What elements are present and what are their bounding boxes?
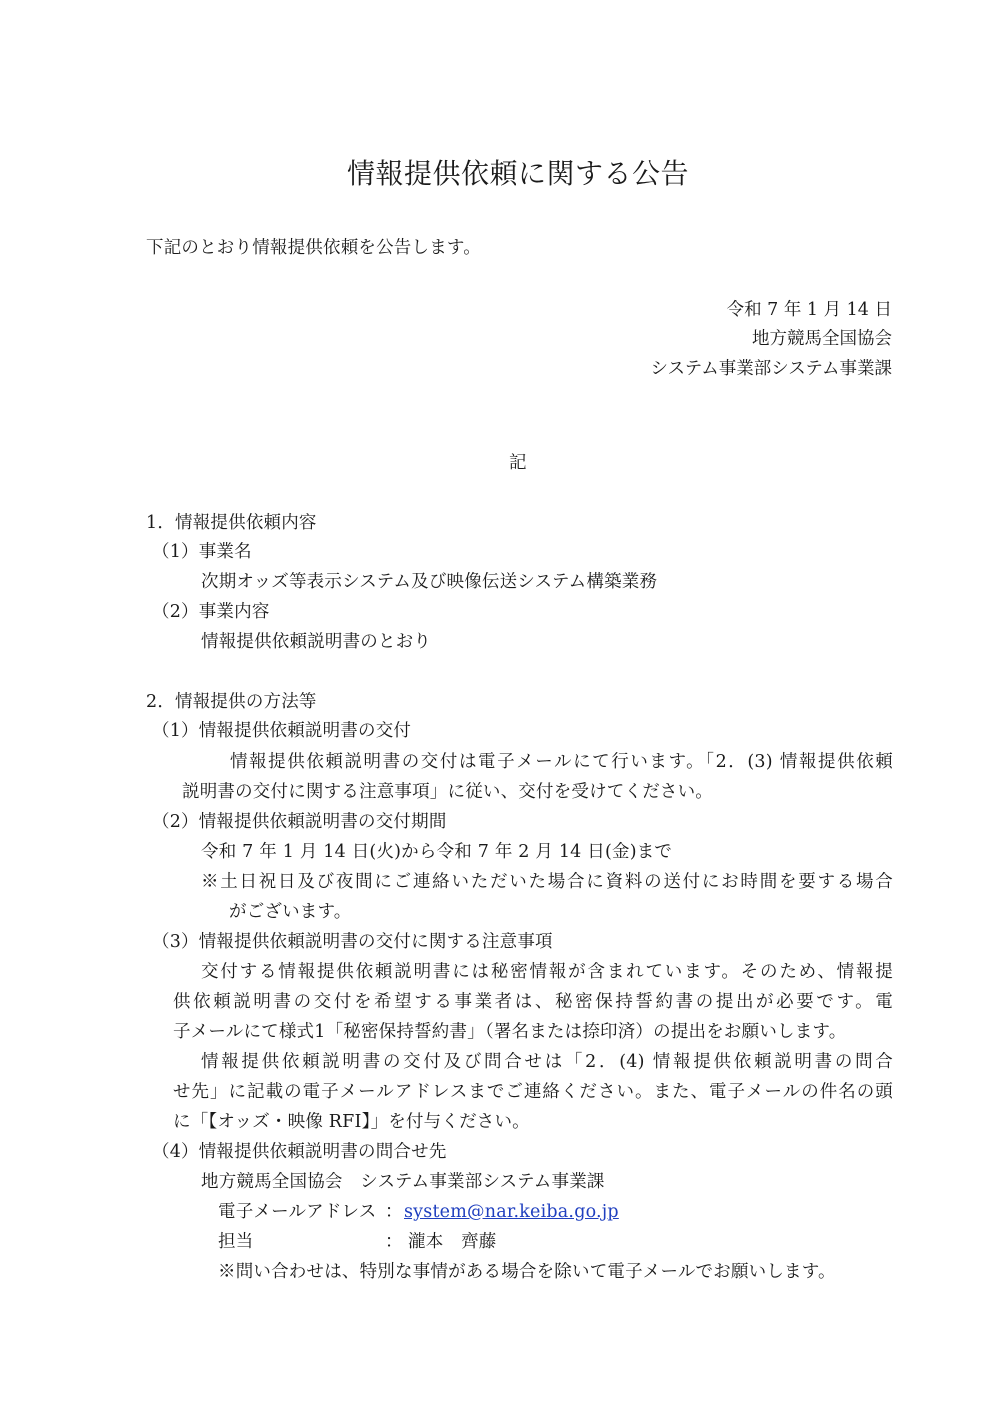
section1-item1-label: （1）事業名 (152, 542, 252, 562)
document-title: 情報提供依頼に関する公告 (346, 157, 689, 190)
issue-date: 令和 7 年 1 月 14 日 (726, 300, 892, 320)
confidentiality-text-line: 子メールにて様式1「秘密保持誓約書」（署名または捺印済）の提出をお願いします。 (173, 1022, 847, 1042)
section2-item2-label: （2）情報提供依頼説明書の交付期間 (152, 812, 447, 832)
inquiry-instruction-line: せ先」に記載の電子メールアドレスまでご連絡ください。また、電子メールの件名の頭 (173, 1082, 893, 1102)
confidentiality-text-line: 供依頼説明書の交付を希望する事業者は、秘密保持誓約書の提出が必要です。電 (173, 992, 893, 1012)
contact-email-link[interactable]: system@nar.keiba.go.jp (404, 1202, 619, 1222)
ki-heading: 記 (509, 453, 527, 473)
section1-heading: 1．情報提供依頼内容 (146, 513, 317, 533)
intro-text: 下記のとおり情報提供依頼を公告します。 (146, 238, 481, 258)
issuer-organization: 地方競馬全国協会 (752, 329, 892, 349)
contact-persons: 瀧本 齊藤 (408, 1232, 497, 1252)
section2-item4-label: （4）情報提供依頼説明書の問合せ先 (152, 1142, 447, 1162)
final-note: ※問い合わせは、特別な事情がある場合を除いて電子メールでお願いします。 (218, 1262, 836, 1282)
inquiry-instruction-line: 情報提供依頼説明書の交付及び問合せは「2．(4) 情報提供依頼説明書の問合 (201, 1052, 893, 1072)
section1-item2-label: （2）事業内容 (152, 602, 270, 622)
person-separator: ： (385, 1232, 403, 1252)
section2-item3-label: （3）情報提供依頼説明書の交付に関する注意事項 (152, 932, 553, 952)
confidentiality-text-line: 交付する情報提供依頼説明書には秘密情報が含まれています。そのため、情報提 (201, 962, 893, 982)
section1-item1-value: 次期オッズ等表示システム及び映像伝送システム構築業務 (201, 572, 658, 592)
email-label: 電子メールアドレス (218, 1202, 377, 1222)
delivery-period: 令和 7 年 1 月 14 日(火)から令和 7 年 2 月 14 日(金)まで (201, 842, 673, 862)
delivery-note-line: ※土日祝日及び夜間にご連絡いただいた場合に資料の送付にお時間を要する場合 (201, 872, 893, 892)
issuer-department: システム事業部システム事業課 (650, 359, 892, 379)
section2-item1-label: （1）情報提供依頼説明書の交付 (152, 721, 412, 741)
contact-organization: 地方競馬全国協会 システム事業部システム事業課 (201, 1172, 605, 1192)
section2-heading: 2．情報提供の方法等 (146, 692, 317, 712)
section1-item2-value: 情報提供依頼説明書のとおり (201, 632, 432, 652)
section2-item1-text-line: 説明書の交付に関する注意事項」に従い、交付を受けてください。 (182, 782, 713, 802)
inquiry-instruction-line: に「【オッズ・映像 RFI】」を付与ください。 (173, 1112, 530, 1132)
section2-item1-text-line: 情報提供依頼説明書の交付は電子メールにて行います。「2．(3) 情報提供依頼 (230, 752, 893, 772)
person-label: 担当 (218, 1232, 254, 1252)
email-separator: ： (385, 1202, 403, 1222)
delivery-note-line: がございます。 (229, 902, 352, 922)
